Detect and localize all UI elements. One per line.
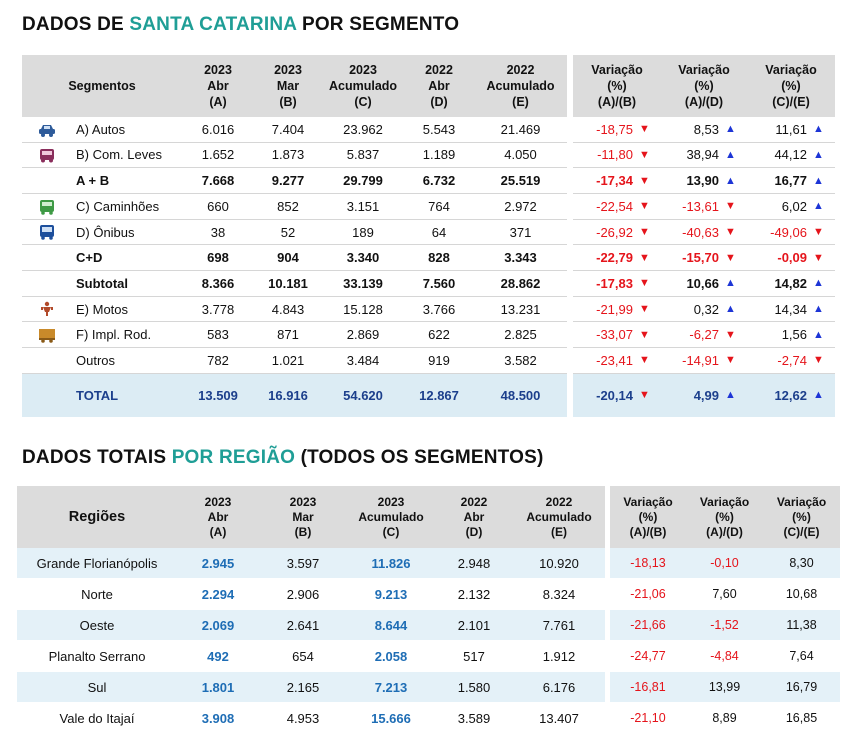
header-2022-acumulado: 2022 Acumulado (E): [513, 486, 605, 548]
value-2023-abr: 3.778: [182, 296, 254, 322]
segment-row: [22, 296, 567, 322]
value-2023-acumulado: 189: [322, 219, 404, 245]
variation-value: -22,79: [573, 245, 639, 271]
variation-value: -18,75: [573, 117, 639, 142]
variation-value: 11,38: [763, 610, 840, 641]
variation-value: -22,54: [573, 194, 639, 220]
arrow-down-icon: ▼: [639, 194, 661, 220]
variation-row: [573, 168, 835, 194]
value-2022-abr: 64: [404, 219, 474, 245]
variation-value: -13,61: [661, 194, 725, 220]
arrow-down-icon: ▼: [639, 348, 661, 374]
segment-label: A) Autos: [72, 117, 182, 142]
bus-icon: [38, 224, 56, 240]
value-2022-abr: 7.560: [404, 271, 474, 297]
value-2023-acumulado: 15.666: [347, 703, 435, 734]
variation-value: -6,27: [661, 322, 725, 348]
value-2023-abr: 660: [182, 194, 254, 220]
value-2023-abr: 583: [182, 322, 254, 348]
variation-value: -0,10: [686, 548, 763, 579]
arrow-down-icon: ▼: [813, 219, 835, 245]
value-2023-acumulado: 23.962: [322, 117, 404, 142]
variation-value: -21,99: [573, 296, 639, 322]
icon-cell: [22, 219, 72, 245]
variation-value: 14,34: [747, 296, 813, 322]
variation-value: 1,56: [747, 322, 813, 348]
value-2022-acumulado: 48.500: [474, 373, 567, 417]
value-2023-acumulado: 2.058: [347, 641, 435, 672]
value-2022-abr: 2.101: [435, 610, 513, 641]
variation-value: -17,83: [573, 271, 639, 297]
value-2023-abr: 3.908: [177, 703, 259, 734]
variation-row: [573, 142, 835, 168]
arrow-down-icon: ▼: [725, 322, 747, 348]
arrow-down-icon: ▼: [813, 245, 835, 271]
region-variation-row: [610, 610, 840, 641]
variation-value: -23,41: [573, 348, 639, 374]
arrow-up-icon: ▲: [813, 194, 835, 220]
value-2023-mar: 871: [254, 322, 322, 348]
segment-variation-table: [573, 55, 835, 417]
variation-value: 7,64: [763, 641, 840, 672]
arrow-up-icon: ▲: [725, 117, 747, 142]
variation-row: [573, 117, 835, 142]
value-2023-mar: 2.641: [259, 610, 347, 641]
value-2022-acumulado: 10.920: [513, 548, 605, 579]
variation-value: -1,52: [686, 610, 763, 641]
variation-value: 0,32: [661, 296, 725, 322]
arrow-down-icon: ▼: [639, 219, 661, 245]
variation-value: -21,06: [610, 579, 686, 610]
value-2023-abr: 698: [182, 245, 254, 271]
value-2023-mar: 4.843: [254, 296, 322, 322]
region-variation-row: [610, 641, 840, 672]
header-2023-mar: 2023 Mar (B): [259, 486, 347, 548]
arrow-down-icon: ▼: [639, 322, 661, 348]
variation-value: 7,60: [686, 579, 763, 610]
value-2023-mar: 7.404: [254, 117, 322, 142]
segment-label: Subtotal: [72, 271, 182, 297]
value-2022-acumulado: 3.582: [474, 348, 567, 374]
value-2023-abr: 492: [177, 641, 259, 672]
variation-value: -0,09: [747, 245, 813, 271]
variation-value: 10,68: [763, 579, 840, 610]
value-2023-acumulado: 3.484: [322, 348, 404, 374]
value-2023-abr: 13.509: [182, 373, 254, 417]
trailer-icon: [38, 327, 56, 343]
header-2023-abr: 2023 Abr (A): [177, 486, 259, 548]
variation-value: -24,77: [610, 641, 686, 672]
segment-row: [22, 117, 567, 142]
segment-label: D) Ônibus: [72, 219, 182, 245]
icon-cell: [22, 271, 72, 297]
value-2023-acumulado: 2.869: [322, 322, 404, 348]
value-2023-acumulado: 5.837: [322, 142, 404, 168]
value-2023-acumulado: 54.620: [322, 373, 404, 417]
region-label: Sul: [17, 672, 177, 703]
arrow-down-icon: ▼: [725, 194, 747, 220]
region-label: Grande Florianópolis: [17, 548, 177, 579]
icon-cell: [22, 322, 72, 348]
arrow-down-icon: ▼: [639, 271, 661, 297]
value-2022-acumulado: 371: [474, 219, 567, 245]
variation-value: -20,14: [573, 373, 639, 417]
header-regioes: Regiões: [17, 486, 177, 548]
value-2022-abr: 622: [404, 322, 474, 348]
variation-row: [573, 322, 835, 348]
value-2023-abr: 1.652: [182, 142, 254, 168]
value-2022-abr: 6.732: [404, 168, 474, 194]
segment-label: Outros: [72, 348, 182, 374]
variation-value: 13,99: [686, 672, 763, 703]
variation-value: -11,80: [573, 142, 639, 168]
value-2022-abr: 2.132: [435, 579, 513, 610]
icon-cell: [22, 245, 72, 271]
arrow-up-icon: ▲: [813, 271, 835, 297]
variation-value: -21,66: [610, 610, 686, 641]
arrow-up-icon: ▲: [813, 296, 835, 322]
value-2022-acumulado: 21.469: [474, 117, 567, 142]
variation-value: -49,06: [747, 219, 813, 245]
header-var-ce: Variação (%) (C)/(E): [747, 55, 835, 117]
region-table: [17, 486, 605, 734]
value-2023-abr: 1.801: [177, 672, 259, 703]
arrow-up-icon: ▲: [813, 322, 835, 348]
arrow-up-icon: ▲: [813, 373, 835, 417]
value-2023-mar: 654: [259, 641, 347, 672]
arrow-down-icon: ▼: [639, 168, 661, 194]
value-2023-acumulado: 29.799: [322, 168, 404, 194]
variation-value: -18,13: [610, 548, 686, 579]
segment-table: [22, 55, 567, 417]
region-row: [17, 548, 605, 579]
region-row: [17, 641, 605, 672]
variation-value: 14,82: [747, 271, 813, 297]
arrow-down-icon: ▼: [725, 245, 747, 271]
variation-row: [573, 348, 835, 374]
arrow-down-icon: ▼: [813, 348, 835, 374]
variation-value: 4,99: [661, 373, 725, 417]
variation-value: -14,91: [661, 348, 725, 374]
van-icon: [38, 147, 56, 163]
segment-label: E) Motos: [72, 296, 182, 322]
variation-value: 16,79: [763, 672, 840, 703]
title-text-end: POR SEGMENTO: [296, 14, 460, 35]
value-2022-acumulado: 7.761: [513, 610, 605, 641]
value-2022-abr: 12.867: [404, 373, 474, 417]
header-var-ad: Variação (%) (A)/(D): [661, 55, 747, 117]
variation-value: 13,90: [661, 168, 725, 194]
arrow-down-icon: ▼: [639, 142, 661, 168]
segment-row: [22, 168, 567, 194]
value-2022-acumulado: 2.972: [474, 194, 567, 220]
value-2022-abr: 1.580: [435, 672, 513, 703]
variation-value: -33,07: [573, 322, 639, 348]
variation-value: -40,63: [661, 219, 725, 245]
icon-cell: [22, 142, 72, 168]
value-2022-abr: 2.948: [435, 548, 513, 579]
header-2022-acumulado: 2022 Acumulado (E): [474, 55, 567, 117]
value-2023-mar: 10.181: [254, 271, 322, 297]
title-text: DADOS DE: [22, 14, 130, 35]
value-2022-acumulado: 13.231: [474, 296, 567, 322]
value-2023-acumulado: 33.139: [322, 271, 404, 297]
value-2023-abr: 2.945: [177, 548, 259, 579]
value-2023-mar: 16.916: [254, 373, 322, 417]
segment-label: A + B: [72, 168, 182, 194]
region-variation-row: [610, 703, 840, 734]
arrow-up-icon: ▲: [725, 296, 747, 322]
header-var-ab: Variação (%) (A)/(B): [610, 486, 686, 548]
value-2023-acumulado: 9.213: [347, 579, 435, 610]
value-2022-acumulado: 8.324: [513, 579, 605, 610]
header-2022-abr: 2022 Abr (D): [404, 55, 474, 117]
value-2022-abr: 3.589: [435, 703, 513, 734]
variation-value: 8,89: [686, 703, 763, 734]
region-row: [17, 610, 605, 641]
segment-row: [22, 245, 567, 271]
arrow-up-icon: ▲: [725, 168, 747, 194]
header-var-ce: Variação (%) (C)/(E): [763, 486, 840, 548]
header-var-ab: Variação (%) (A)/(B): [573, 55, 661, 117]
segment-row: [22, 322, 567, 348]
header-2023-abr: 2023 Abr (A): [182, 55, 254, 117]
title-text-end: (TODOS OS SEGMENTOS): [295, 447, 544, 468]
arrow-up-icon: ▲: [725, 271, 747, 297]
header-segmentos: Segmentos: [22, 55, 182, 117]
region-label: Oeste: [17, 610, 177, 641]
segment-section-title: [22, 14, 459, 36]
variation-row: [573, 219, 835, 245]
value-2023-mar: 852: [254, 194, 322, 220]
arrow-up-icon: ▲: [813, 168, 835, 194]
icon-cell: [22, 194, 72, 220]
region-row: [17, 672, 605, 703]
value-2022-abr: 1.189: [404, 142, 474, 168]
variation-value: -26,92: [573, 219, 639, 245]
variation-value: 16,85: [763, 703, 840, 734]
value-2022-acumulado: 13.407: [513, 703, 605, 734]
header-var-ad: Variação (%) (A)/(D): [686, 486, 763, 548]
variation-value: -2,74: [747, 348, 813, 374]
value-2022-abr: 919: [404, 348, 474, 374]
car-icon: [38, 122, 56, 138]
value-2023-abr: 38: [182, 219, 254, 245]
region-variation-table: [610, 486, 840, 734]
segment-label: C) Caminhões: [72, 194, 182, 220]
value-2023-abr: 8.366: [182, 271, 254, 297]
variation-value: 10,66: [661, 271, 725, 297]
segment-label: TOTAL: [72, 373, 182, 417]
value-2023-mar: 1.873: [254, 142, 322, 168]
value-2023-acumulado: 15.128: [322, 296, 404, 322]
region-label: Norte: [17, 579, 177, 610]
header-2022-abr: 2022 Abr (D): [435, 486, 513, 548]
value-2022-abr: 828: [404, 245, 474, 271]
value-2023-acumulado: 3.151: [322, 194, 404, 220]
arrow-down-icon: ▼: [639, 373, 661, 417]
segment-row: [22, 194, 567, 220]
icon-cell: [22, 348, 72, 374]
value-2023-abr: 782: [182, 348, 254, 374]
variation-value: 8,53: [661, 117, 725, 142]
value-2022-abr: 517: [435, 641, 513, 672]
value-2023-abr: 6.016: [182, 117, 254, 142]
motorcycle-icon: [38, 301, 56, 317]
variation-row: [573, 194, 835, 220]
total-variation-row: [573, 373, 835, 417]
value-2023-mar: 2.165: [259, 672, 347, 703]
variation-row: [573, 271, 835, 297]
value-2022-abr: 3.766: [404, 296, 474, 322]
segment-row: [22, 271, 567, 297]
arrow-up-icon: ▲: [813, 142, 835, 168]
total-row: [22, 373, 567, 417]
region-row: [17, 579, 605, 610]
value-2023-acumulado: 3.340: [322, 245, 404, 271]
variation-value: 16,77: [747, 168, 813, 194]
value-2022-acumulado: 28.862: [474, 271, 567, 297]
value-2023-mar: 52: [254, 219, 322, 245]
value-2022-abr: 764: [404, 194, 474, 220]
value-2023-abr: 2.069: [177, 610, 259, 641]
truck-icon: [38, 199, 56, 215]
arrow-up-icon: ▲: [725, 142, 747, 168]
value-2022-acumulado: 2.825: [474, 322, 567, 348]
value-2023-mar: 904: [254, 245, 322, 271]
segment-row: [22, 219, 567, 245]
value-2023-mar: 4.953: [259, 703, 347, 734]
arrow-down-icon: ▼: [639, 296, 661, 322]
variation-value: -4,84: [686, 641, 763, 672]
segment-row: [22, 348, 567, 374]
value-2023-acumulado: 7.213: [347, 672, 435, 703]
region-section-title: [22, 447, 544, 469]
value-2022-acumulado: 6.176: [513, 672, 605, 703]
region-row: [17, 703, 605, 734]
value-2022-abr: 5.543: [404, 117, 474, 142]
value-2022-acumulado: 3.343: [474, 245, 567, 271]
variation-value: 11,61: [747, 117, 813, 142]
arrow-down-icon: ▼: [725, 219, 747, 245]
icon-cell: [22, 117, 72, 142]
icon-cell: [22, 296, 72, 322]
region-label: Planalto Serrano: [17, 641, 177, 672]
value-2022-acumulado: 4.050: [474, 142, 567, 168]
variation-value: -21,10: [610, 703, 686, 734]
value-2023-mar: 9.277: [254, 168, 322, 194]
region-variation-row: [610, 548, 840, 579]
variation-value: -15,70: [661, 245, 725, 271]
header-2023-acumulado: 2023 Acumulado (C): [322, 55, 404, 117]
value-2023-mar: 1.021: [254, 348, 322, 374]
arrow-down-icon: ▼: [639, 245, 661, 271]
region-variation-row: [610, 672, 840, 703]
title-text: DADOS TOTAIS: [22, 447, 172, 468]
value-2022-acumulado: 1.912: [513, 641, 605, 672]
variation-value: 6,02: [747, 194, 813, 220]
value-2023-acumulado: 8.644: [347, 610, 435, 641]
arrow-down-icon: ▼: [639, 117, 661, 142]
segment-label: C+D: [72, 245, 182, 271]
variation-value: 8,30: [763, 548, 840, 579]
segment-row: [22, 142, 567, 168]
variation-row: [573, 245, 835, 271]
icon-cell: [22, 373, 72, 417]
region-label: Vale do Itajaí: [17, 703, 177, 734]
variation-value: -16,81: [610, 672, 686, 703]
variation-row: [573, 296, 835, 322]
arrow-down-icon: ▼: [725, 348, 747, 374]
header-2023-acumulado: 2023 Acumulado (C): [347, 486, 435, 548]
arrow-up-icon: ▲: [813, 117, 835, 142]
value-2023-acumulado: 11.826: [347, 548, 435, 579]
variation-value: -17,34: [573, 168, 639, 194]
segment-label: F) Impl. Rod.: [72, 322, 182, 348]
variation-value: 12,62: [747, 373, 813, 417]
region-variation-row: [610, 579, 840, 610]
value-2023-abr: 2.294: [177, 579, 259, 610]
value-2023-abr: 7.668: [182, 168, 254, 194]
header-2023-mar: 2023 Mar (B): [254, 55, 322, 117]
value-2023-mar: 2.906: [259, 579, 347, 610]
title-highlight: POR REGIÃO: [171, 447, 296, 468]
icon-cell: [22, 168, 72, 194]
arrow-up-icon: ▲: [725, 373, 747, 417]
variation-value: 44,12: [747, 142, 813, 168]
variation-value: 38,94: [661, 142, 725, 168]
segment-label: B) Com. Leves: [72, 142, 182, 168]
value-2023-mar: 3.597: [259, 548, 347, 579]
title-highlight: SANTA CATARINA: [129, 14, 297, 35]
value-2022-acumulado: 25.519: [474, 168, 567, 194]
